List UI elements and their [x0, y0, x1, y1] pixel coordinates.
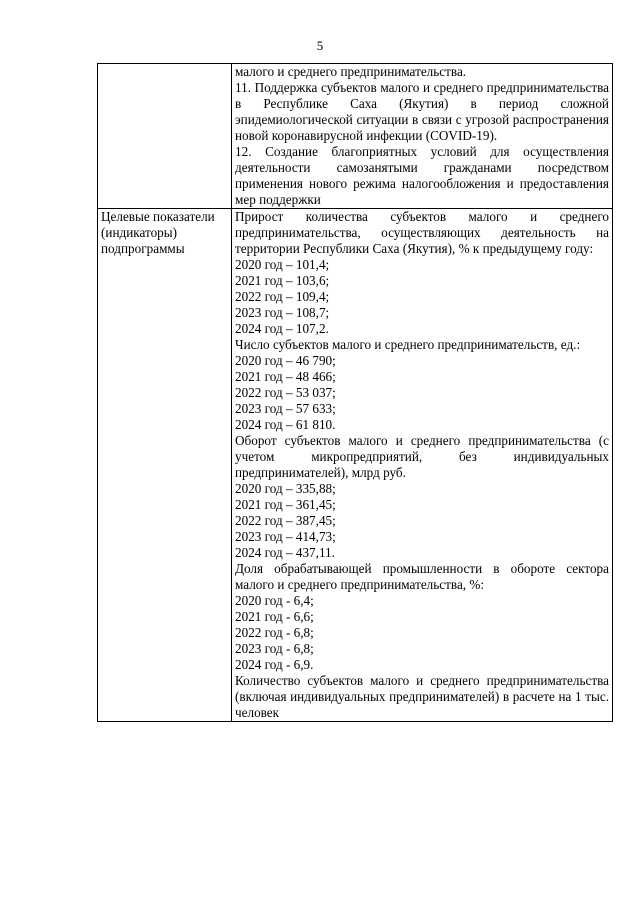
indicator-value: 2024 год – 107,2. [235, 321, 329, 336]
indicator-value: 2024 год – 61 810. [235, 417, 336, 432]
indicator-value: 2023 год – 414,73; [235, 529, 336, 544]
program-passport-table [97, 63, 613, 722]
list-item: 12. Создание благоприятных условий для осуществления деятельности самозанятыми гражданами посредством применения нового режима налогообложения и предоставления мер поддержки [235, 144, 609, 207]
row-label [98, 64, 232, 209]
indicator-value: 2023 год - 6,8; [235, 641, 314, 656]
row-label-target-indicators: Целевые показатели (индикаторы) подпрограммы [98, 209, 232, 722]
indicator-value: 2021 год – 48 466; [235, 369, 336, 384]
indicator-heading: Прирост количества субъектов малого и среднего предпринимательства, осуществляющих деятельность на территории Республики Саха (Якутия), % к предыдущему году: [235, 209, 609, 256]
table-row [98, 209, 613, 722]
indicator-value: 2022 год - 6,8; [235, 625, 314, 640]
indicator-value: 2020 год - 6,4; [235, 593, 314, 608]
indicator-heading: Доля обрабатывающей промышленности в обороте сектора малого и среднего предпринимательства, %: [235, 561, 609, 592]
indicator-value: 2020 год – 46 790; [235, 353, 336, 368]
paragraph: малого и среднего предпринимательства. [235, 64, 467, 79]
indicator-value: 2022 год – 53 037; [235, 385, 336, 400]
indicator-value: 2022 год – 387,45; [235, 513, 336, 528]
indicator-value: 2021 год – 103,6; [235, 273, 330, 288]
row-content [232, 64, 613, 209]
indicator-value: 2023 год – 57 633; [235, 401, 336, 416]
indicator-value: 2024 год – 437,11. [235, 545, 335, 560]
indicator-value: 2020 год – 101,4; [235, 257, 330, 272]
indicator-value: 2020 год – 335,88; [235, 481, 336, 496]
indicator-value: 2022 год – 109,4; [235, 289, 330, 304]
indicator-value: 2024 год - 6,9. [235, 657, 314, 672]
indicator-heading: Оборот субъектов малого и среднего предпринимательства (с учетом микропредприятий, без индивидуальных предпринимателей), млрд руб. [235, 433, 609, 480]
row-content-target-indicators [232, 209, 613, 722]
indicator-value: 2023 год – 108,7; [235, 305, 330, 320]
page-number: 5 [316, 38, 324, 53]
list-item: 11. Поддержка субъектов малого и среднего предпринимательства в Республике Саха (Якутия) в период сложной эпидемиологической ситуации в связи с угрозой распространения новой коронавирусной инфекции (COVID-19). [235, 80, 609, 143]
indicator-value: 2021 год - 6,6; [235, 609, 314, 624]
indicator-heading: Количество субъектов малого и среднего предпринимательства (включая индивидуальных предпринимателей) в расчете на 1 тыс. человек [235, 673, 609, 720]
indicator-heading: Число субъектов малого и среднего предпринимательств, ед.: [235, 337, 581, 352]
indicator-value: 2021 год – 361,45; [235, 497, 336, 512]
table-row [98, 64, 613, 209]
